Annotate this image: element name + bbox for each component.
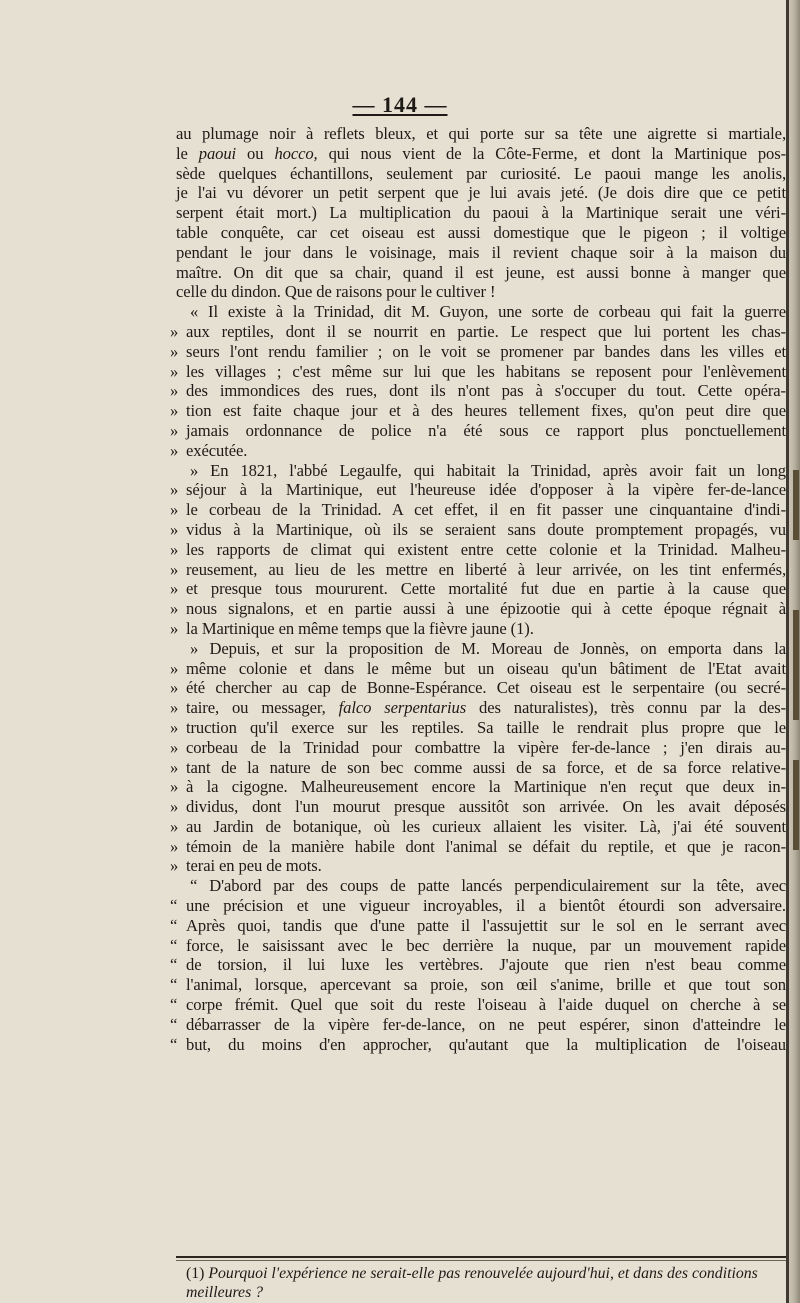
quote-mark: » bbox=[170, 440, 179, 460]
text-line bbox=[176, 639, 786, 659]
quote-mark: » bbox=[170, 500, 179, 520]
quote-mark: » bbox=[170, 678, 179, 698]
italic-text: paoui bbox=[198, 143, 237, 163]
quote-mark: » bbox=[170, 757, 179, 777]
text-line bbox=[170, 836, 786, 857]
text-line bbox=[170, 440, 786, 461]
text-line bbox=[170, 777, 786, 797]
text-line bbox=[170, 955, 786, 975]
text-line bbox=[176, 203, 786, 223]
page-spine-edge bbox=[786, 0, 789, 1303]
line-text: été chercher au cap de Bonne-Espérance. Cet oiseau est le serpentaire (ou secré- bbox=[186, 678, 786, 698]
line-text: témoin de la manière habile dont l'animal se défait du reptile, et que je racon- bbox=[186, 836, 786, 856]
footnote bbox=[186, 1264, 776, 1302]
text-line bbox=[170, 500, 786, 520]
line-text: corbeau de la Trinidad pour combattre la vipère fer-de-lance ; j'en dirais au- bbox=[186, 737, 786, 757]
line-text: nous signalons, et en partie aussi à une épizootie qui à cette époque régnait à bbox=[186, 599, 786, 619]
spine-stain bbox=[793, 760, 799, 850]
line-text: tant de la nature de son bec comme aussi de sa force, et de sa force relative- bbox=[186, 757, 786, 777]
quote-mark: » bbox=[170, 698, 179, 718]
text-line bbox=[170, 539, 786, 560]
line-text: et presque tous moururent. Cette mortalité fut due en partie à la cause que bbox=[186, 579, 786, 599]
line-text: de torsion, il lui luxe les vertèbres. J'ajoute que rien n'est beau comme bbox=[186, 955, 786, 975]
quote-mark: “ bbox=[170, 995, 178, 1015]
text-line bbox=[170, 480, 786, 500]
line-text: terai en peu de mots. bbox=[186, 856, 322, 876]
quote-mark: “ bbox=[170, 915, 178, 935]
italic-text: falco serpentarius bbox=[338, 698, 467, 718]
quote-mark: » bbox=[170, 321, 179, 341]
line-text: » Depuis, et sur la proposition de M. Moreau de Jonnès, on emporta dans la bbox=[190, 638, 786, 658]
text-line bbox=[170, 1014, 786, 1035]
line-text: sède quelques échantillons, seulement par curiosité. Le paoui mange les anolis, bbox=[176, 163, 786, 183]
text-line bbox=[176, 282, 786, 302]
quote-mark: » bbox=[170, 618, 179, 638]
text-line bbox=[170, 579, 786, 599]
spine-stain bbox=[793, 470, 799, 540]
line-text: aux reptiles, dont il se nourrit en partie. Le respect que lui portent les chas- bbox=[186, 321, 786, 341]
line-text: reusement, au lieu de les mettre en liberté à leur arrivée, on les tint enfermés, bbox=[186, 559, 786, 579]
text-line bbox=[170, 321, 786, 342]
quote-mark: » bbox=[170, 737, 179, 757]
text-line bbox=[170, 519, 786, 540]
line-text: seurs l'ont rendu familier ; on le voit se promener par bandes dans les villes et bbox=[186, 341, 786, 361]
line-text: une précision et une vigueur incroyables, il a bientôt étourdi son adversaire. bbox=[186, 896, 786, 916]
body-text bbox=[170, 124, 787, 1054]
text-line bbox=[176, 223, 786, 243]
page-number bbox=[0, 92, 800, 118]
line-text: dividus, dont l'un mourut presque aussitôt son arrivée. On les avait déposés bbox=[186, 797, 786, 817]
text-line bbox=[176, 164, 786, 184]
line-text: les villages ; c'est même sur lui que les habitans se reposent pour l'enlèvement bbox=[186, 361, 786, 381]
text-line bbox=[170, 757, 786, 778]
quote-mark: “ bbox=[170, 1014, 178, 1034]
line-text: « Il existe à la Trinidad, dit M. Guyon, une sorte de corbeau qui fait la guerre bbox=[190, 302, 786, 322]
line-text: tion est faite chaque jour et à des heures tellement fixes, qu'on peut dire que bbox=[186, 401, 786, 421]
spine-stain bbox=[793, 610, 799, 720]
text-line bbox=[176, 183, 786, 203]
quote-mark: » bbox=[170, 797, 179, 817]
text-line bbox=[170, 975, 786, 995]
text-line bbox=[176, 263, 786, 283]
line-text: qui nous vient de la Côte-Ferme, et dont la Martinique pos- bbox=[317, 143, 787, 163]
quote-mark: “ bbox=[170, 935, 178, 955]
quote-mark: » bbox=[170, 658, 179, 678]
text-line bbox=[170, 915, 786, 936]
quote-mark: » bbox=[170, 559, 179, 579]
quote-mark: » bbox=[170, 717, 179, 737]
text-line bbox=[170, 381, 786, 401]
line-text: maître. On dit que sa chair, quand il est jeune, est aussi bonne à manger que bbox=[176, 262, 786, 282]
line-text: débarrasser de la vipère fer-de-lance, on ne peut espérer, sinon d'atteindre le bbox=[186, 1014, 786, 1034]
quote-mark: » bbox=[170, 420, 179, 440]
line-text: jamais ordonnance de police n'a été sous ce rapport plus ponctuellement bbox=[186, 420, 786, 440]
text-line bbox=[170, 559, 786, 580]
quote-mark: » bbox=[170, 579, 179, 599]
line-text: à la cigogne. Malheureusement encore la Martinique n'en reçut que deux in- bbox=[186, 777, 786, 797]
text-line bbox=[170, 698, 787, 718]
line-text: le bbox=[176, 143, 199, 163]
text-line bbox=[170, 935, 786, 956]
line-text: Après quoi, tandis que d'une patte il l'assujettit sur le sol en le serrant avec bbox=[186, 915, 786, 935]
footnote-rule-thin bbox=[176, 1260, 786, 1261]
line-text: je l'ai vu dévorer un petit serpent que je lui avais jeté. (Je dois dire que ce petit bbox=[176, 183, 786, 203]
quote-mark: » bbox=[170, 361, 179, 381]
text-line bbox=[176, 243, 786, 263]
line-text: truction qu'il exerce sur les reptiles. Sa taille le rendrait plus propre que le bbox=[186, 717, 786, 737]
quote-mark: “ bbox=[170, 1034, 178, 1054]
line-text: » En 1821, l'abbé Legaulfe, qui habitait la Trinidad, après avoir fait un long bbox=[190, 460, 786, 480]
line-text: taire, ou messager, bbox=[186, 698, 339, 718]
text-line bbox=[170, 1034, 786, 1055]
line-text: le corbeau de la Trinidad. A cet effet, il en fit passer une cinquantaine d'indi- bbox=[186, 500, 786, 520]
footnote-rule bbox=[176, 1256, 786, 1258]
line-text: vidus à la Martinique, où ils se seraient sans doute promptement propagés, vu bbox=[186, 519, 786, 539]
line-text: “ D'abord par des coups de patte lancés perpendiculairement sur la tête, avec bbox=[190, 876, 786, 896]
line-text: force, le saisissant avec le bec derrière la nuque, par un mouvement rapide bbox=[186, 935, 786, 955]
quote-mark: » bbox=[170, 480, 179, 500]
line-text: au plumage noir à reflets bleux, et qui porte sur sa tête une aigrette si martiale, bbox=[176, 124, 786, 143]
quote-mark: “ bbox=[170, 896, 178, 916]
text-line bbox=[170, 717, 786, 738]
text-line bbox=[170, 658, 786, 679]
line-text: au Jardin de botanique, où les curieux allaient les visiter. Là, j'ai été souvent bbox=[186, 816, 786, 836]
line-text: même colonie et dans le même but un oiseau qu'un bâtiment de l'Etat avait bbox=[186, 658, 786, 678]
text-line bbox=[170, 896, 786, 916]
text-line bbox=[170, 420, 786, 441]
quote-mark: » bbox=[170, 599, 179, 619]
quote-mark: » bbox=[170, 539, 179, 559]
quote-mark: » bbox=[170, 519, 179, 539]
text-line bbox=[176, 461, 786, 481]
text-line bbox=[170, 618, 786, 639]
quote-mark: » bbox=[170, 341, 179, 361]
text-line bbox=[176, 876, 786, 896]
text-line bbox=[170, 737, 786, 758]
text-line bbox=[170, 816, 786, 837]
line-text: l'animal, lorsque, apercevant sa proie, son œil s'anime, brille et que tout son bbox=[186, 975, 786, 995]
text-line bbox=[176, 124, 786, 144]
line-text: des naturalistes), très connu par la des- bbox=[466, 698, 787, 718]
line-text: la Martinique en même temps que la fièvre jaune (1). bbox=[186, 618, 534, 638]
line-text: les rapports de climat qui existent entre cette colonie et la Trinidad. Malheu- bbox=[186, 539, 786, 559]
line-text: séjour à la Martinique, eut l'heureuse idée d'opposer à la vipère fer-de-lance bbox=[186, 480, 786, 500]
text-line bbox=[170, 678, 786, 698]
quote-mark: » bbox=[170, 401, 179, 421]
italic-text: hocco, bbox=[274, 143, 318, 163]
text-line bbox=[170, 995, 786, 1015]
quote-mark: » bbox=[170, 856, 179, 876]
text-line bbox=[170, 856, 786, 876]
quote-mark: » bbox=[170, 836, 179, 856]
footnote-mark: (1) bbox=[186, 1265, 205, 1282]
text-line bbox=[170, 797, 786, 817]
line-text: exécutée. bbox=[186, 440, 248, 460]
line-text: des immondices des rues, dont ils n'ont pas à s'occuper du tout. Cette opéra- bbox=[186, 381, 786, 401]
quote-mark: » bbox=[170, 381, 179, 401]
line-text: pendant le jour dans le voisinage, mais il revient chaque soir à la maison du bbox=[176, 242, 786, 262]
quote-mark: “ bbox=[170, 955, 178, 975]
page-number-text: — 144 — bbox=[352, 92, 448, 117]
line-text: table conquête, car cet oiseau est aussi domestique que le pigeon ; il voltige bbox=[176, 222, 786, 242]
line-text: corpe frémit. Quel que soit du reste l'oiseau à l'aide duquel on cherche à se bbox=[186, 995, 786, 1015]
text-line bbox=[176, 302, 786, 322]
text-line bbox=[170, 361, 786, 382]
quote-mark: » bbox=[170, 777, 179, 797]
text-line bbox=[170, 599, 786, 619]
line-text: celle du dindon. Que de raisons pour le cultiver ! bbox=[176, 282, 496, 302]
text-line bbox=[170, 341, 786, 362]
quote-mark: » bbox=[170, 816, 179, 836]
quote-mark: “ bbox=[170, 975, 178, 995]
text-line bbox=[170, 401, 786, 421]
footnote-text: Pourquoi l'expérience ne serait-elle pas renouvelée aujourd'hui, et dans des conditions meilleures ? bbox=[186, 1265, 758, 1301]
line-text: ou bbox=[236, 143, 275, 163]
text-line bbox=[176, 144, 786, 164]
line-text: but, du moins d'en approcher, qu'autant que la multiplication de l'oiseau bbox=[186, 1034, 786, 1054]
line-text: serpent était mort.) La multiplication du paoui à la Martinique serait une véri- bbox=[176, 203, 786, 223]
